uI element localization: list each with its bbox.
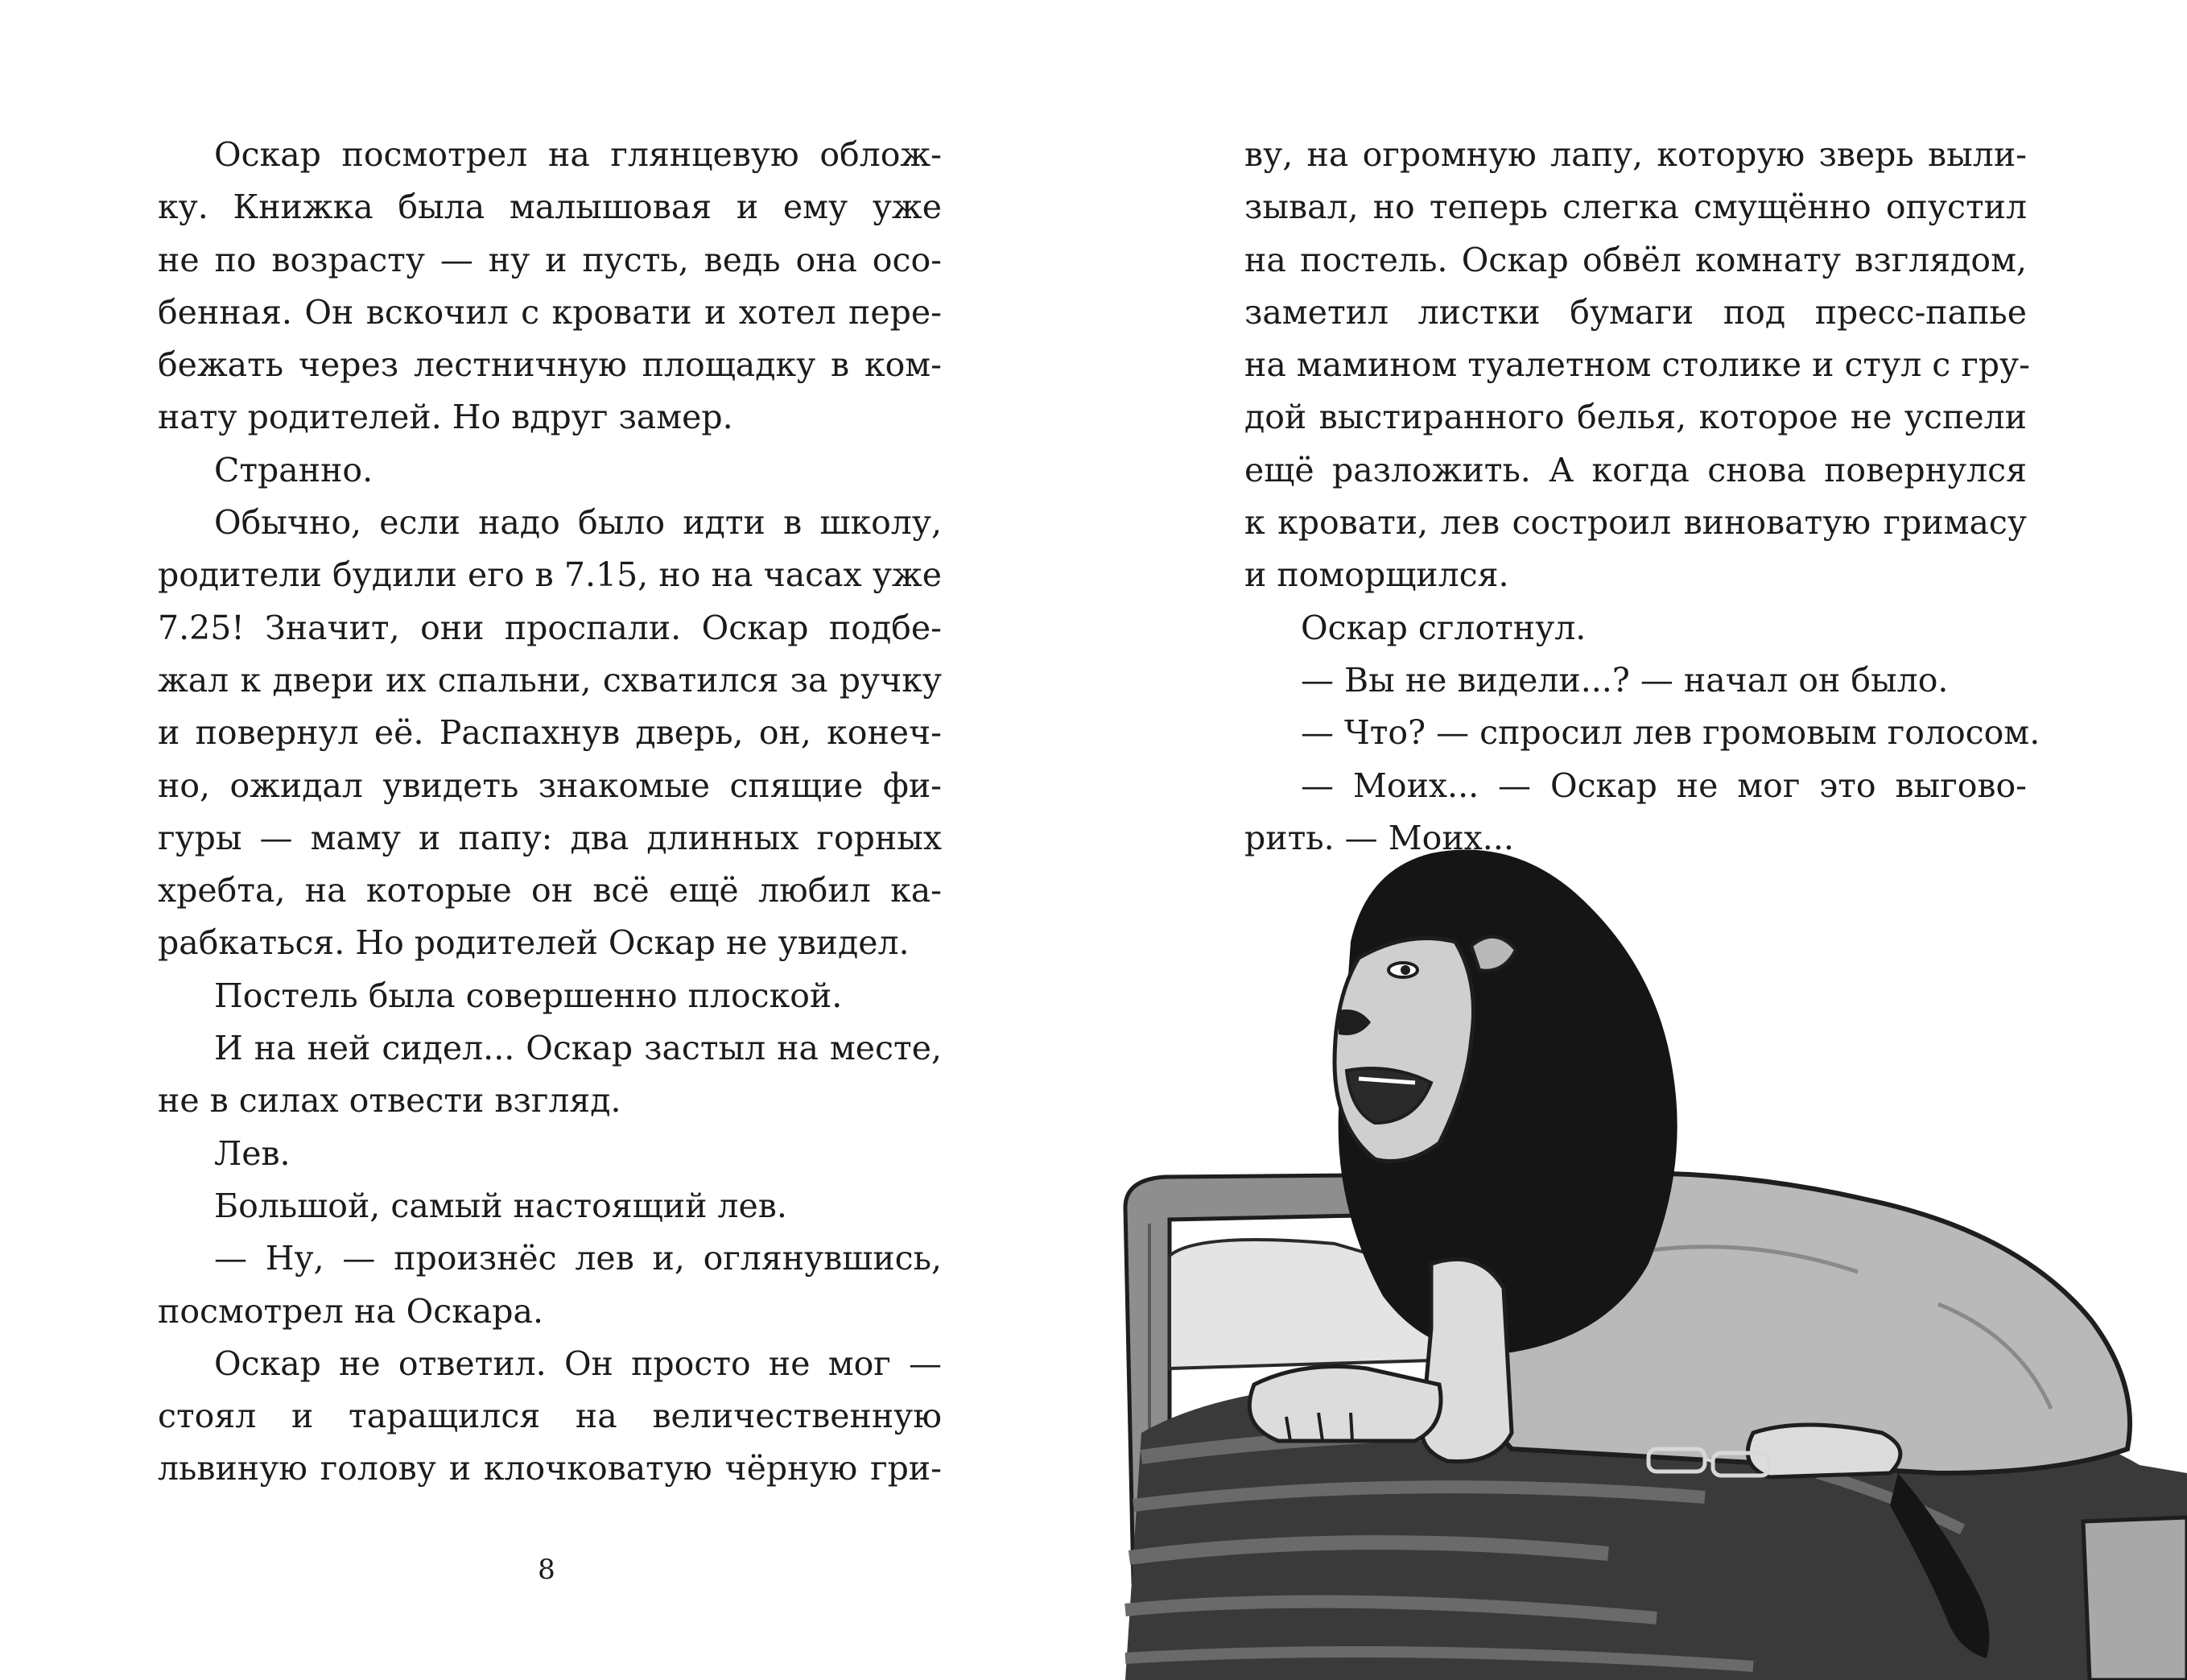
text-line: — Ну, — произнёс лев и, оглянувшись, — [214, 1239, 942, 1278]
text-line: нату родителей. Но вдруг замер. — [158, 398, 733, 437]
text-line: к кровати, лев состроил виноватую гримасу — [1244, 503, 2027, 543]
text-line: родители будили его в 7.15, но на часах уже — [158, 555, 942, 595]
left-page — [0, 0, 1093, 1680]
text-line: и поморщился. — [1244, 555, 1509, 595]
text-line: зывал, но теперь слегка смущённо опустил — [1244, 188, 2027, 227]
text-line: — Что? — спросил лев громовым голосом. — [1301, 713, 2041, 753]
text-line: на мамином туалетном столике и стул с гру- — [1244, 345, 2030, 385]
text-line: бежать через лестничную площадку в ком- — [158, 345, 942, 385]
text-line: бенная. Он вскочил с кровати и хотел пере- — [158, 292, 942, 332]
text-line: не в силах отвести взгляд. — [158, 1081, 621, 1121]
text-line: Обычно, если надо было идти в школу, — [214, 503, 942, 543]
text-line: но, ожидал увидеть знакомые спящие фи- — [158, 766, 942, 805]
text-line: Лев. — [214, 1133, 291, 1173]
text-line: ещё разложить. А когда снова повернулся — [1244, 450, 2027, 489]
bedside-table — [2083, 1517, 2187, 1680]
text-line: Оскар сглотнул. — [1301, 608, 1587, 647]
text-line: хребта, на которые он всё ещё любил ка- — [158, 871, 942, 910]
text-line: Оскар посмотрел на глянцевую облож- — [214, 135, 942, 174]
right-page — [1093, 0, 2187, 1680]
text-line: львиную голову и клочковатую чёрную гри- — [158, 1449, 942, 1488]
text-line: гуры — маму и папу: два длинных горных — [158, 818, 942, 857]
text-line: дой выстиранного белья, которое не успели — [1244, 398, 2027, 437]
lion-front-paw — [1422, 1259, 1512, 1461]
left-page-text — [158, 129, 942, 1496]
text-line: 7.25! Значит, они проспали. Оскар подбе- — [158, 608, 942, 647]
text-line: на постель. Оскар обвёл комнату взглядом, — [1244, 240, 2027, 279]
text-line: жал к двери их спальни, схватился за ручку — [158, 660, 942, 700]
text-line: — Моих... — Оскар не мог это выгово- — [1301, 766, 2027, 805]
text-line: рабкаться. Но родителей Оскар не увидел. — [158, 923, 910, 963]
text-line: рить. — Моих... — [1244, 818, 1514, 857]
text-line: Большой, самый настоящий лев. — [214, 1186, 787, 1225]
page-number: 8 — [538, 1554, 555, 1586]
text-line: И на ней сидел... Оскар застыл на месте, — [214, 1029, 942, 1068]
text-line: ку. Книжка была малышовая и ему уже — [158, 188, 942, 227]
text-line: — Вы не видели...? — начал он было. — [1301, 660, 1949, 700]
text-line: Странно. — [214, 450, 373, 489]
text-line: Оскар не ответил. Он просто не мог — — [214, 1344, 942, 1383]
lion-back-paw — [1249, 1367, 1441, 1442]
text-line: и повернул её. Распахнув дверь, он, конеч- — [158, 713, 942, 753]
lion-on-bed-illustration — [1093, 0, 2187, 1680]
text-line: ву, на огромную лапу, которую зверь выли- — [1244, 135, 2027, 174]
text-line: Постель была совершенно плоской. — [214, 976, 843, 1015]
text-line: стоял и таращился на величественную — [158, 1397, 942, 1436]
text-line: посмотрел на Оскара. — [158, 1291, 543, 1331]
text-line: не по возрасту — ну и пусть, ведь она осо- — [158, 240, 942, 279]
text-line: заметил листки бумаги под пресс-папье — [1244, 292, 2027, 332]
